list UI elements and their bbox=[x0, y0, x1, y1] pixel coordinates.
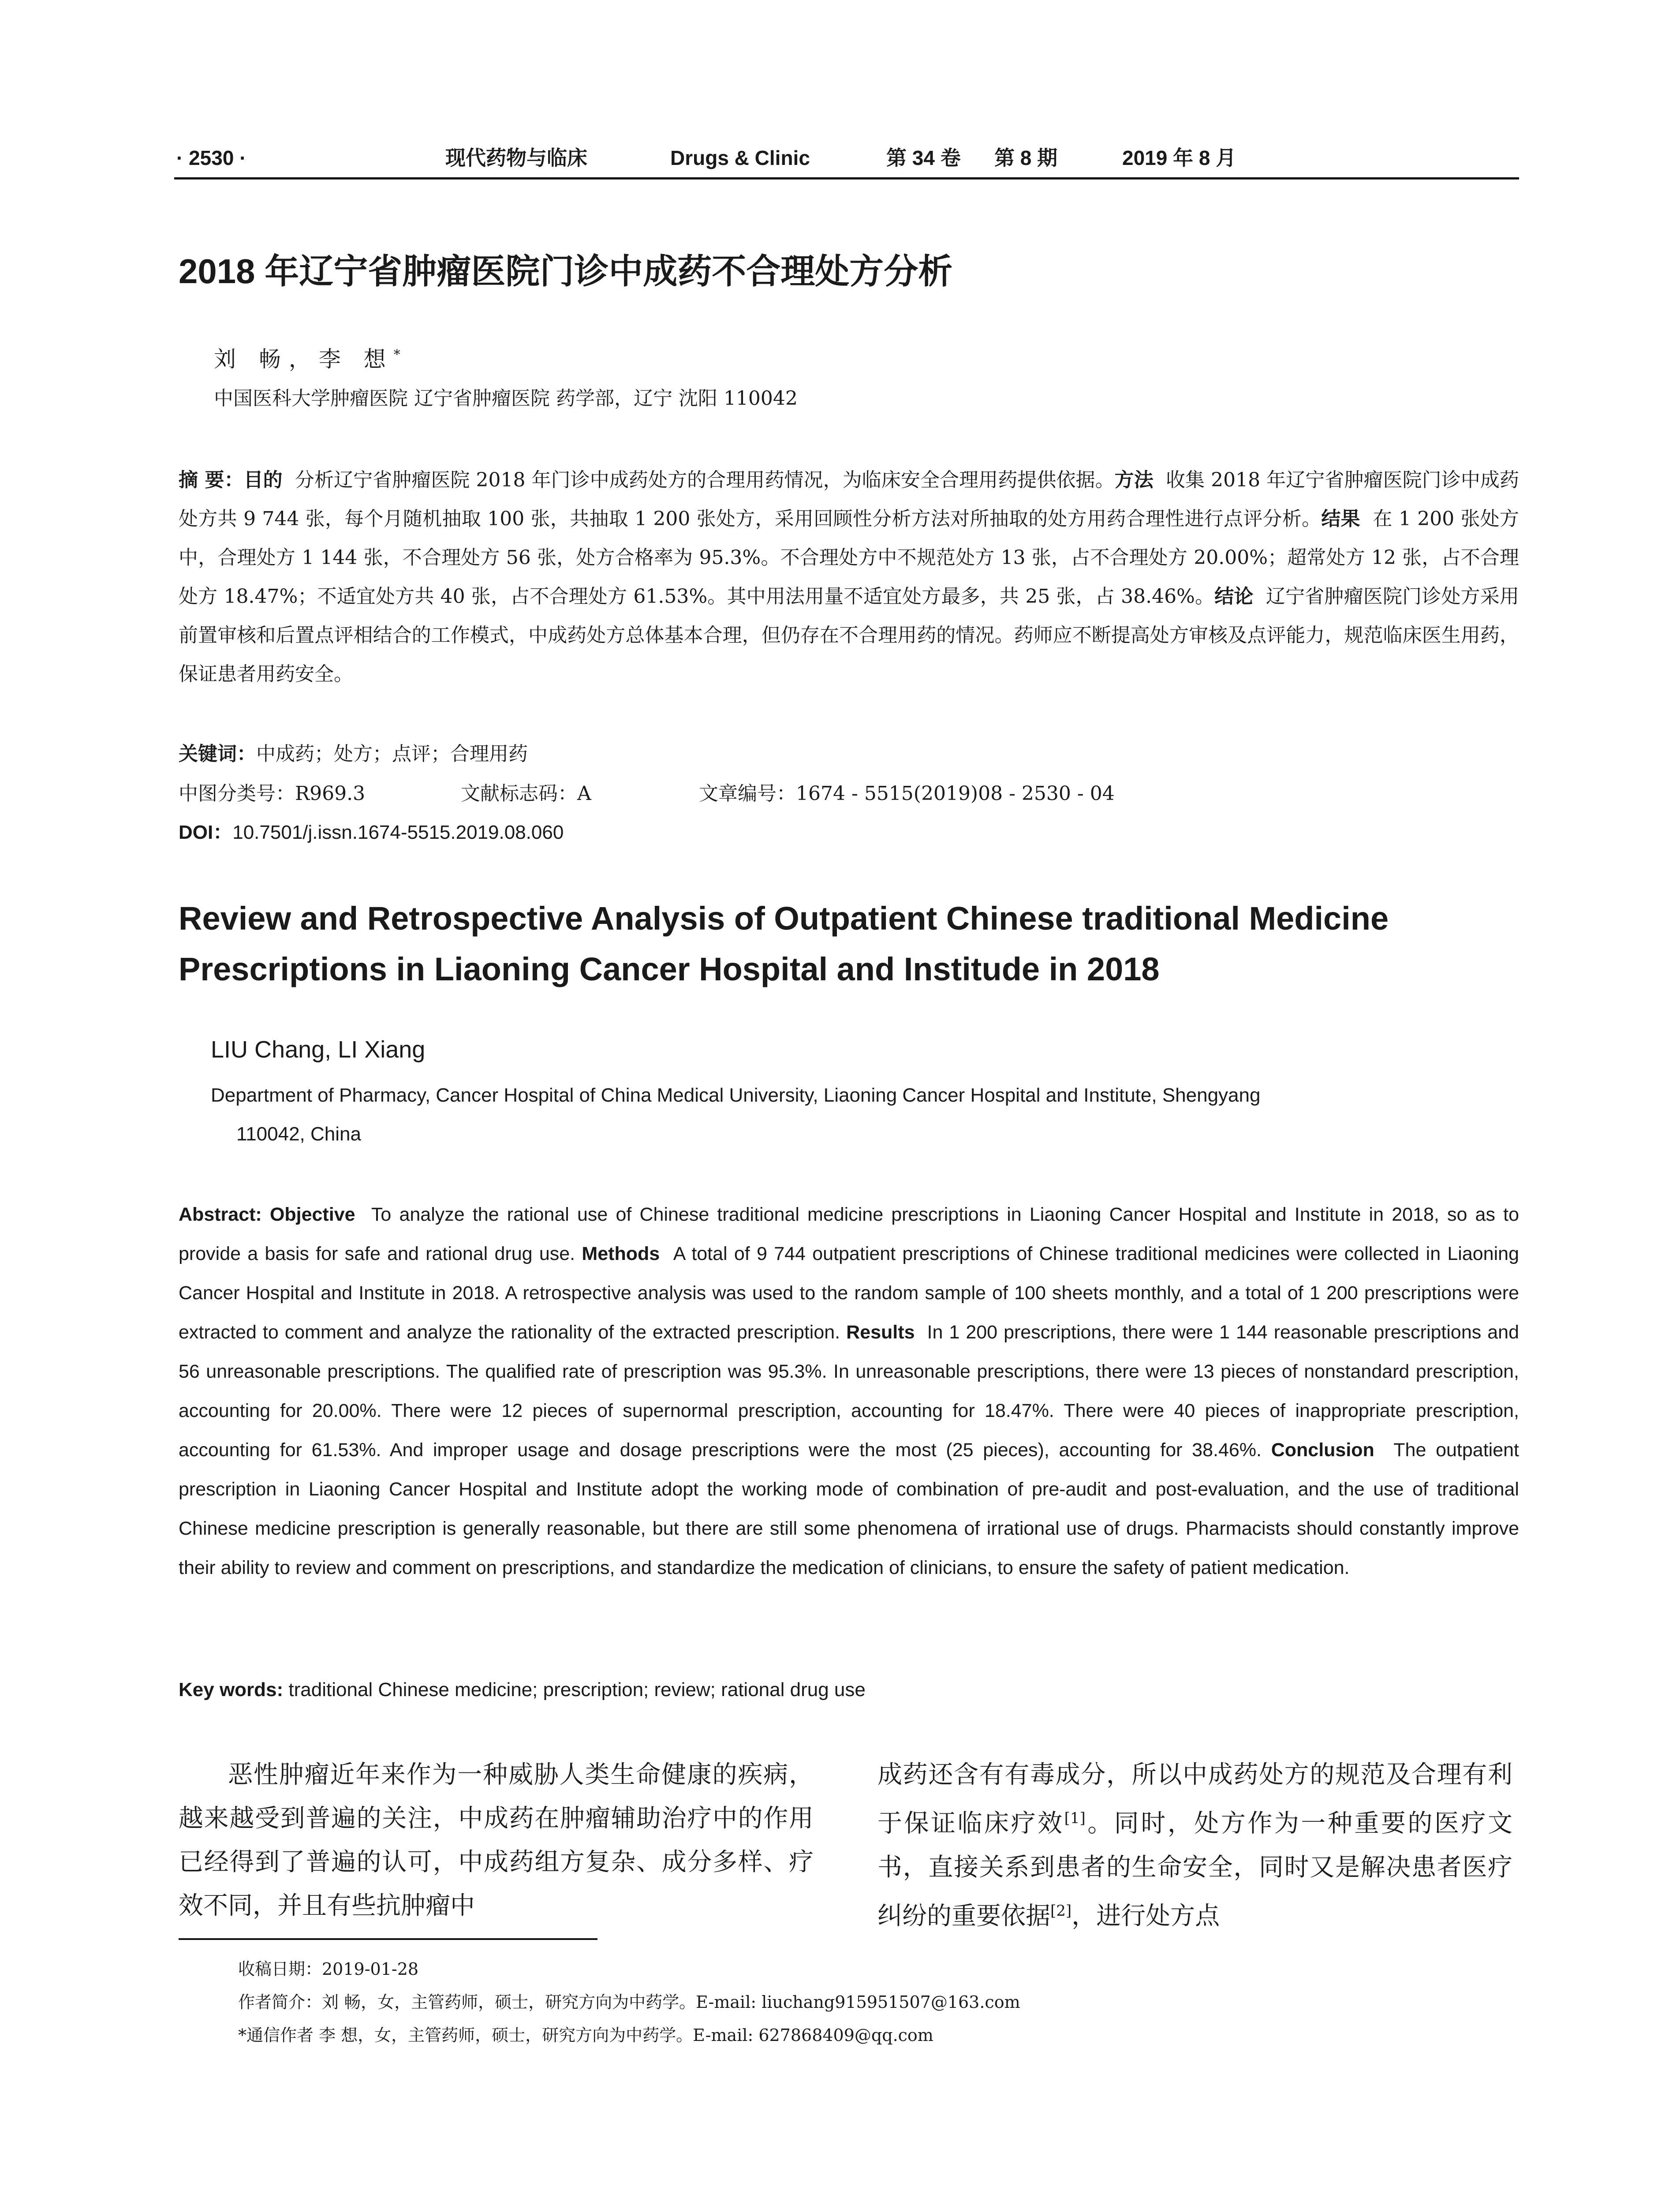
en-methods-text: A total of 9 744 outpatient prescriptions of Chinese traditional medicines were collected in Liaoning Cancer Hospital and Institute in 2018. A retrospective analysis was used to the random sample of 100 sheets monthly, and a total of 1 200 prescriptions were extracted to comment and analyze the rationality of the extracted prescription. bbox=[179, 1243, 1519, 1343]
corresponding-mark: * bbox=[393, 347, 400, 363]
cn-objective-text: 分析辽宁省肿瘤医院 2018 年门诊中成药处方的合理用药情况，为临床安全合理用药提供依据。 bbox=[295, 469, 1115, 491]
cn-conclusion-label: 结论 bbox=[1214, 585, 1254, 608]
doi-label: DOI： bbox=[179, 822, 233, 843]
en-conclusion-label: Conclusion bbox=[1271, 1439, 1374, 1461]
cn-results-label: 结果 bbox=[1321, 508, 1360, 530]
citation-1[interactable]: [1] bbox=[1064, 1809, 1086, 1827]
doi-line bbox=[179, 815, 564, 850]
footnote-author-bio: 作者简介：刘 畅，女，主管药师，硕士，研究方向为中药学。E-mail: liuchang915951507@163.com bbox=[238, 1992, 1020, 2012]
journal-date: 2019 年 8 月 bbox=[1122, 146, 1236, 169]
body-right-text-1: 成药还含有有毒成分，所以中成药处方的规范及合理有利于保证临床疗效 bbox=[877, 1760, 1512, 1838]
en-objective-label: Objective bbox=[269, 1204, 355, 1225]
page-number: · 2530 · bbox=[176, 146, 246, 169]
journal-volume: 第 34 卷 bbox=[886, 146, 961, 169]
en-conclusion-text: The outpatient prescription in Liaoning Cancer Hospital and Institute adopt the working mode of combination of pre-audit and post-evaluation, and the use of traditional Chinese medicine prescription is generally reasonable, but there are still some phenomena of irrational use of drugs. Pharmacists should constantly improve their ability to review and comment on prescriptions, and standardize the medication of clinicians, to ensure the safety of patient medication. bbox=[179, 1439, 1519, 1578]
clc-label: 中图分类号： bbox=[179, 782, 295, 805]
cn-methods-label: 方法 bbox=[1114, 469, 1154, 491]
header-rule bbox=[174, 177, 1519, 179]
english-abstract bbox=[179, 1195, 1519, 1588]
journal-name-cn: 现代药物与临床 bbox=[445, 146, 587, 170]
doi-value: 10.7501/j.issn.1674-5515.2019.08.060 bbox=[232, 822, 564, 843]
cn-keywords-label: 关键词： bbox=[179, 743, 256, 765]
body-column-left: 恶性肿瘤近年来作为一种威胁人类生命健康的疾病，越来越受到普遍的关注，中成药在肿瘤辅助治疗中的作用已经得到了普遍的认可，中成药组方复杂、成分多样、疗效不同，并且有些抗肿瘤中 bbox=[179, 1760, 814, 1920]
en-results-label: Results bbox=[846, 1322, 915, 1343]
cn-objective-label: 目的 bbox=[243, 469, 283, 491]
english-authors: LIU Chang, LI Xiang bbox=[211, 1036, 426, 1063]
footnote-received: 收稿日期：2019-01-28 bbox=[238, 1959, 419, 1979]
footnote-corresponding: *通信作者 李 想，女，主管药师，硕士，研究方向为中药学。E-mail: 627868409@qq.com bbox=[238, 2026, 933, 2045]
chinese-abstract bbox=[179, 461, 1519, 694]
english-affiliation bbox=[211, 1076, 1516, 1154]
chinese-author-names: 刘 畅，李 想 bbox=[214, 346, 394, 372]
doc-code-field bbox=[461, 776, 699, 811]
article-no-value: 1674 - 5515(2019)08 - 2530 - 04 bbox=[796, 782, 1115, 805]
en-methods-label: Methods bbox=[582, 1243, 660, 1264]
cn-abstract-label: 摘 要： bbox=[179, 469, 244, 491]
article-no-label: 文章编号： bbox=[699, 782, 796, 805]
english-title: Review and Retrospective Analysis of Outpatient Chinese traditional Medicine Prescriptions in Liaoning Cancer Hospital and Institude in 2018 bbox=[179, 900, 1389, 987]
english-keywords bbox=[179, 1671, 866, 1709]
chinese-keywords bbox=[179, 736, 528, 772]
cn-keywords-text: 中成药；处方；点评；合理用药 bbox=[256, 743, 528, 765]
chinese-affiliation: 中国医科大学肿瘤医院 辽宁省肿瘤医院 药学部，辽宁 沈阳 110042 bbox=[214, 387, 798, 410]
english-affiliation-line-2: 110042, China bbox=[236, 1123, 361, 1145]
clc-value: R969.3 bbox=[295, 782, 366, 805]
en-objective-text: To analyze the rational use of Chinese traditional medicine prescriptions in Liaoning Cancer Hospital and Institute in 2018, so as to provide a basis for safe and rational drug use. bbox=[179, 1204, 1519, 1264]
body-right-text-2: 。同时，处方作为一种重要的医疗文书，直接关系到患者的生命安全，同时又是解决患者医疗纠纷的重要依据 bbox=[877, 1809, 1513, 1931]
cn-methods-text: 收集 2018 年辽宁省肿瘤医院门诊中成药处方共 9 744 张，每个月随机抽取 100 张，共抽取 1 200 张处方，采用回顾性分析方法对所抽取的处方用药合理性进行点评分析。 bbox=[179, 469, 1519, 530]
journal-issue: 第 8 期 bbox=[994, 146, 1058, 169]
footnote-rule bbox=[179, 1938, 597, 1940]
journal-name-en: Drugs & Clinic bbox=[670, 146, 810, 169]
clc-field bbox=[179, 776, 461, 811]
cn-conclusion-text: 辽宁省肿瘤医院门诊处方采用前置审核和后置点评相结合的工作模式，中成药处方总体基本合理，但仍存在不合理用药的情况。药师应不断提高处方审核及点评能力，规范临床医生用药，保证患者用药安全。 bbox=[179, 585, 1519, 685]
classification-line bbox=[179, 776, 1115, 811]
en-abstract-label: Abstract: bbox=[179, 1204, 262, 1225]
en-keywords-text: traditional Chinese medicine; prescription; review; rational drug use bbox=[288, 1679, 866, 1700]
cn-results-text: 在 1 200 张处方中，合理处方 1 144 张，不合理处方 56 张，处方合格率为 95.3%。不合理处方中不规范处方 13 张，占不合理处方 20.00%；超常处方 12 张，占不合理处方 18.47%；不适宜处方共 40 张，占不合理处方 61.53%。其中用法用量不适宜处方最多，共 25 张，占 38.46%。 bbox=[179, 508, 1519, 608]
en-keywords-label: Key words: bbox=[179, 1679, 284, 1700]
chinese-authors bbox=[214, 340, 400, 375]
doc-code-value: A bbox=[577, 782, 591, 805]
english-affiliation-line-1: Department of Pharmacy, Cancer Hospital of China Medical University, Liaoning Cancer Hospital and Institute, Shengyang bbox=[211, 1084, 1261, 1106]
article-no-field bbox=[699, 776, 1115, 811]
en-results-text: In 1 200 prescriptions, there were 1 144 reasonable prescriptions and 56 unreasonable prescriptions. The qualified rate of prescription was 95.3%. In unreasonable prescriptions, there were 13 pieces of nonstandard prescription, accounting for 20.00%. There were 12 pieces of supernormal prescription, accounting for 18.47%. There were 40 pieces of inappropriate prescription, accounting for 61.53%. And improper usage and dosage prescriptions were the most (25 pieces), accounting for 38.46%. bbox=[179, 1322, 1519, 1461]
body-right-text-3: ，进行处方点 bbox=[1071, 1902, 1220, 1931]
doc-code-label: 文献标志码： bbox=[461, 782, 577, 805]
body-column-right bbox=[877, 1753, 1512, 1938]
chinese-title: 2018 年辽宁省肿瘤医院门诊中成药不合理处方分析 bbox=[179, 252, 953, 291]
citation-2[interactable]: [2] bbox=[1050, 1902, 1072, 1920]
